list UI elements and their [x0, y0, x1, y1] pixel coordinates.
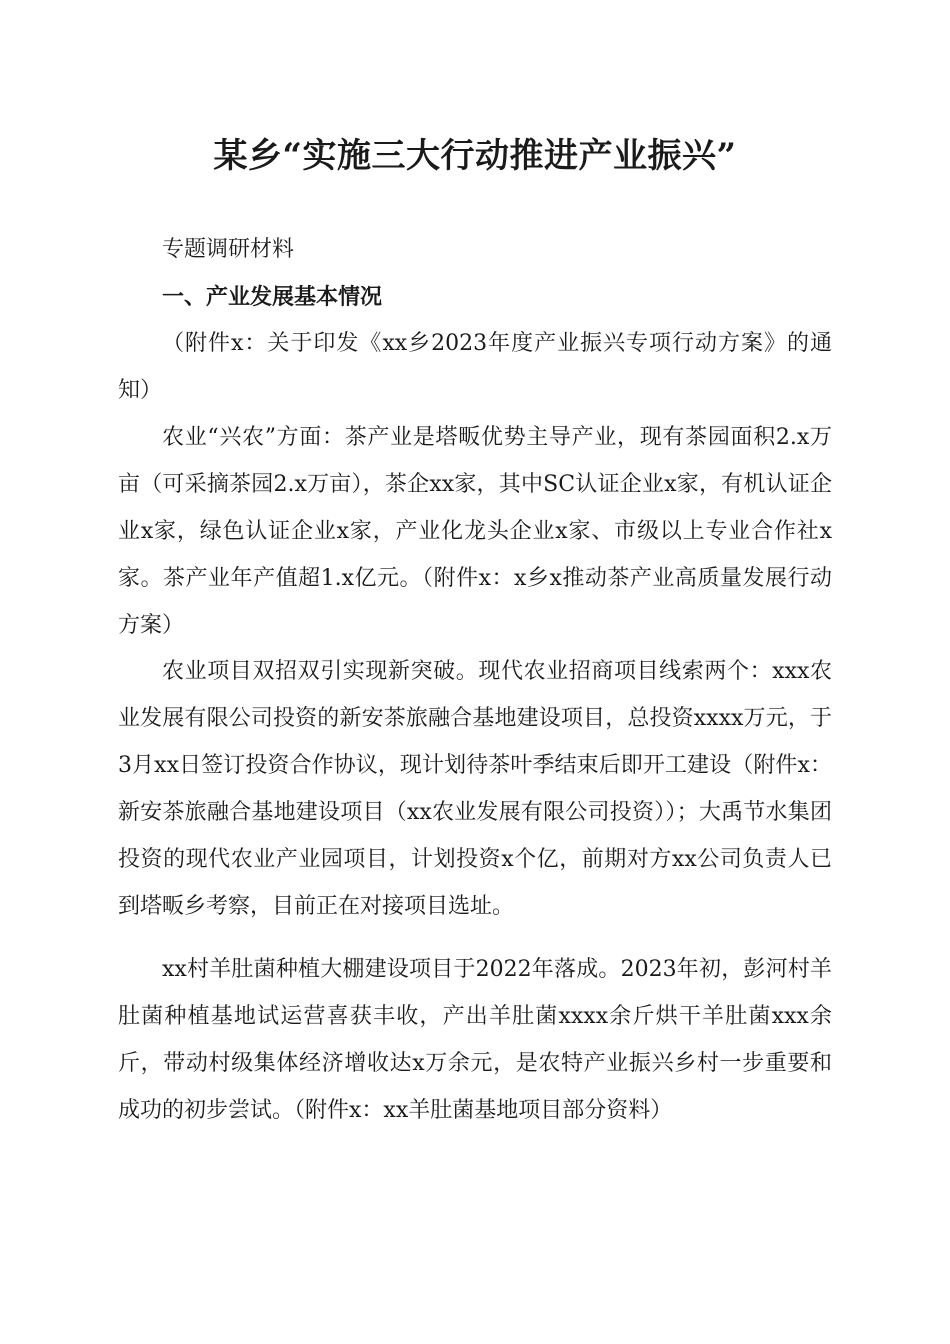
- document-title: 某乡“实施三大行动推进产业振兴”: [213, 136, 737, 176]
- paragraph-attachment-note: （附件x：关于印发《xx乡2023年度产业振兴专项行动方案》的通知）: [118, 331, 832, 403]
- section-heading: 一、产业发展基本情况: [162, 285, 383, 310]
- paragraph-investment-projects: 农业项目双招双引实现新突破。现代农业招商项目线索两个：xxx农业发展有限公司投资的新安茶旅融合基地建设项目，总投资xxxx万元，于3月xx日签订投资合作协议，现计划待茶叶季结束后即开工建设（附件x：新安茶旅融合基地建设项目（xx农业发展有限公司投资））；大禹节水集团投资的现代农业产业园项目，计划投资x个亿，前期对方xx公司负责人已到塔畈乡考察，目前正在对接项目选址。: [118, 659, 832, 919]
- paragraph-morel-project: xx村羊肚菌种植大棚建设项目于2022年落成。2023年初，彭河村羊肚菌种植基地试运营喜获丰收，产出羊肚菌xxxx余斤烘干羊肚菌xxx余斤，带动村级集体经济增收达x万余元，是农特产业振兴乡村一步重要和成功的初步尝试。（附件x：xx羊肚菌基地项目部分资料）: [118, 957, 832, 1123]
- paragraph-tea-industry: 农业“兴农”方面：茶产业是塔畈优势主导产业，现有茶园面积2.x万亩（可采摘茶园2.x万亩），茶企xx家，其中SC认证企业x家，有机认证企业x家，绿色认证企业x家，产业化龙头企业x家、市级以上专业合作社x家。茶产业年产值超1.x亿元。（附件x：x乡x推动茶产业高质量发展行动方案）: [118, 425, 832, 638]
- document-subtitle: 专题调研材料: [162, 237, 295, 262]
